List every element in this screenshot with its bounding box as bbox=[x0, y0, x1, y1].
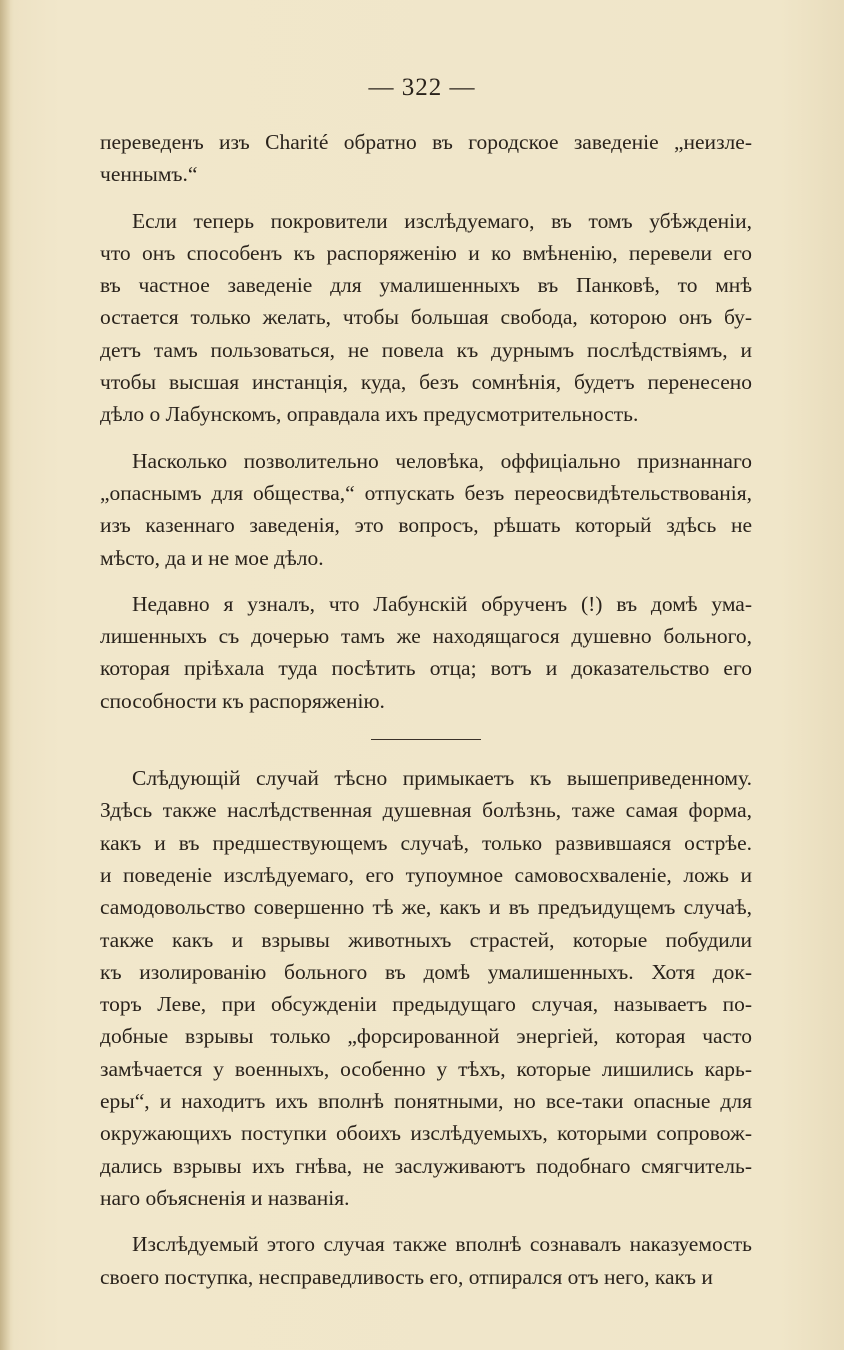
text-line: замѣчается у военныхъ, особенно у тѣхъ, которые лишились карь- bbox=[100, 1056, 752, 1081]
text-line: Изслѣдуемый этого случая также вполнѣ сознавалъ наказуемость bbox=[132, 1232, 752, 1257]
text-line: изъ казеннаго заведенiя, это вопросъ, рѣшать который здѣсь не bbox=[100, 513, 752, 538]
text-line: Насколько позволительно человѣка, оффицiально признаннаго bbox=[132, 448, 752, 473]
text-line: детъ тамъ пользоваться, не повела къ дурнымъ послѣдствiямъ, и bbox=[100, 337, 752, 362]
text-line: торъ Леве, при обсужденiи предыдущаго случая, называетъ по- bbox=[100, 992, 752, 1017]
text-line: переведенъ изъ Charité обратно въ городское заведенiе „неизле- bbox=[100, 130, 752, 154]
text-line: Недавно я узналъ, что Лабунскiй обрученъ (!) въ домѣ ума- bbox=[132, 591, 752, 616]
text-line: еры“, и находитъ ихъ вполнѣ понятными, но все-таки опасные для bbox=[100, 1089, 752, 1114]
page-spine-edge bbox=[0, 0, 10, 1350]
text-line: мѣсто, да и не мое дѣло. bbox=[100, 545, 324, 570]
paragraph bbox=[100, 205, 752, 431]
text-line: которая прiѣхала туда посѣтить отца; вотъ и доказательство его bbox=[100, 656, 752, 681]
text-line: дѣло о Лабунскомъ, оправдала ихъ предусмотрительность. bbox=[100, 402, 639, 427]
body-text bbox=[100, 126, 752, 1307]
section-divider bbox=[371, 739, 481, 740]
text-line: чтобы высшая инстанцiя, куда, безъ сомнѣнiя, будетъ перенесено bbox=[100, 370, 752, 395]
paragraph bbox=[100, 588, 752, 717]
text-line: остается только желать, чтобы большая свобода, которою онъ бу- bbox=[100, 305, 752, 330]
text-line: дались взрывы ихъ гнѣва, не заслуживаютъ подобнаго смягчитель- bbox=[100, 1153, 752, 1178]
text-line: своего поступка, несправедливость его, отпирался отъ него, какъ и bbox=[100, 1264, 713, 1289]
page-number: — 322 — bbox=[368, 74, 476, 101]
paragraph bbox=[100, 445, 752, 574]
paragraph bbox=[100, 1228, 752, 1293]
text-line: самодовольство совершенно тѣ же, какъ и въ предъидущемъ случаѣ, bbox=[100, 895, 752, 920]
text-line: добные взрывы только „форсированной энергiей, которая часто bbox=[100, 1024, 752, 1049]
text-line: что онъ способенъ къ распоряженiю и ко вмѣненiю, перевели его bbox=[100, 240, 752, 265]
text-line: Если теперь покровители изслѣдуемаго, въ томъ убѣжденiи, bbox=[132, 208, 752, 233]
text-line: лишенныхъ съ дочерью тамъ же находящагося душевно больного, bbox=[100, 624, 752, 649]
text-line: въ частное заведенiе для умалишенныхъ въ Панковѣ, то мнѣ bbox=[100, 273, 752, 298]
text-line: какъ и въ предшествующемъ случаѣ, только развившаяся острѣе. bbox=[100, 830, 752, 855]
paragraph bbox=[100, 762, 752, 1214]
text-line: къ изолированiю больного въ домѣ умалишенныхъ. Хотя док- bbox=[100, 959, 752, 984]
text-line: „опаснымъ для общества,“ отпускать безъ переосвидѣтельствованiя, bbox=[100, 480, 752, 505]
text-line: также какъ и взрывы животныхъ страстей, которые побудили bbox=[100, 927, 752, 952]
text-line: окружающихъ поступки обоихъ изслѣдуемыхъ, которыми сопровож- bbox=[100, 1121, 752, 1146]
text-line: способности къ распоряженiю. bbox=[100, 688, 385, 713]
text-line: Здѣсь также наслѣдственная душевная болѣзнь, таже самая форма, bbox=[100, 798, 752, 823]
text-line: Слѣдующiй случай тѣсно примыкаетъ къ вышеприведенному. bbox=[132, 766, 752, 791]
text-line: ченнымъ.“ bbox=[100, 162, 198, 187]
text-line: наго объясненiя и названiя. bbox=[100, 1185, 350, 1210]
paragraph bbox=[100, 126, 752, 191]
text-line: и поведенiе изслѣдуемаго, его тупоумное самовосхваленiе, ложь и bbox=[100, 862, 752, 887]
